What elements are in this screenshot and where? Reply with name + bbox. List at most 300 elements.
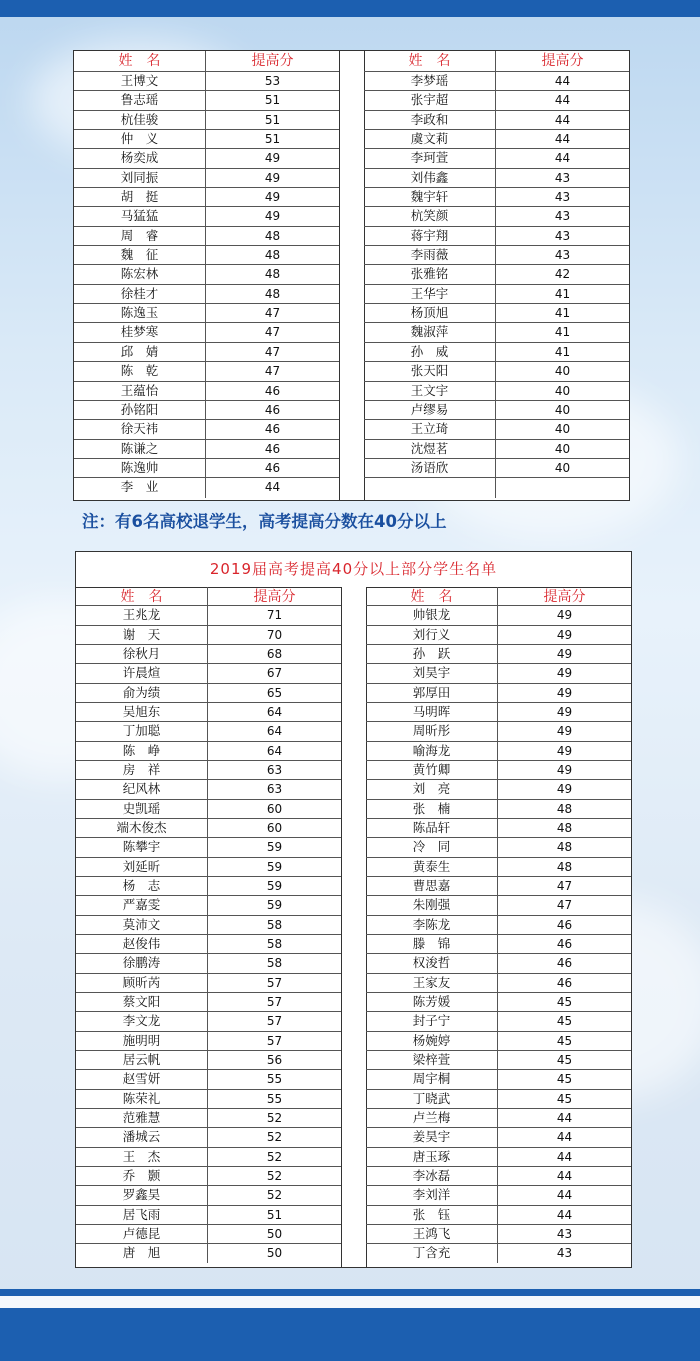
- student-name: 赵雪妍: [76, 1070, 208, 1088]
- student-name: 顾昕芮: [76, 974, 208, 992]
- score-value: 55: [266, 1091, 283, 1106]
- student-name: 陈芳媛: [366, 993, 498, 1011]
- student-name: 徐秋月: [76, 645, 208, 663]
- score-table-2019: [75, 551, 632, 1268]
- score-value: 63: [266, 762, 283, 777]
- score-value: 58: [266, 917, 283, 932]
- student-name: 吴旭东: [76, 703, 208, 721]
- score-value: 41: [554, 286, 571, 301]
- table-row: [364, 91, 629, 110]
- score-value: 67: [266, 666, 283, 681]
- student-name: 丁晓武: [366, 1090, 498, 1108]
- table-row: [74, 285, 339, 304]
- table-row: [364, 304, 629, 323]
- student-name: 李梦瑶: [364, 72, 496, 90]
- score-value: 41: [554, 344, 571, 359]
- table-row: [366, 1225, 631, 1244]
- table-row: [76, 896, 341, 915]
- student-name: 刘行义: [366, 626, 498, 644]
- student-name: 房 祥: [76, 761, 208, 779]
- table-row: [364, 111, 629, 130]
- score-value: 52: [266, 1168, 283, 1183]
- table-row: [366, 742, 631, 761]
- table-row: [366, 1128, 631, 1147]
- score-value: 50: [266, 1226, 283, 1241]
- table-row: [74, 440, 339, 459]
- table-row: [76, 626, 341, 645]
- student-name: 赵俊伟: [76, 935, 208, 953]
- student-name: 徐桂才: [74, 285, 206, 303]
- student-name: 蔡文阳: [76, 993, 208, 1011]
- score-value: 48: [556, 801, 573, 816]
- table-row: [366, 684, 631, 703]
- bottom-stripe: [0, 1289, 700, 1296]
- student-name: 陈逸玉: [74, 304, 206, 322]
- score-value: 45: [556, 1052, 573, 1067]
- score-value: 44: [556, 1168, 573, 1183]
- student-name: 杭笑颜: [364, 207, 496, 225]
- table-row: [76, 645, 341, 664]
- table-row: [76, 1244, 341, 1263]
- score-header: 提高分: [253, 589, 296, 605]
- student-name: 王博文: [74, 72, 206, 90]
- score-value: 45: [556, 994, 573, 1009]
- table-row: [76, 1090, 341, 1109]
- bottom-divider: [0, 1296, 700, 1308]
- table-row: [366, 858, 631, 877]
- score-value: 46: [264, 422, 281, 437]
- table-row: [76, 1070, 341, 1089]
- student-name: 严嘉雯: [76, 896, 208, 914]
- student-name: 潘城云: [76, 1128, 208, 1146]
- student-name: 帅银龙: [366, 606, 498, 624]
- table-row: [366, 819, 631, 838]
- score-value: 48: [264, 286, 281, 301]
- student-name: 王兆龙: [76, 606, 208, 624]
- score-value: 49: [556, 762, 573, 777]
- table-row: [366, 916, 631, 935]
- student-name: 王 杰: [76, 1148, 208, 1166]
- student-name: [364, 478, 496, 497]
- table-row: [74, 323, 339, 342]
- table-row: [364, 207, 629, 226]
- table-row: [76, 684, 341, 703]
- student-name: 纪风林: [76, 780, 208, 798]
- score-value: 43: [556, 1226, 573, 1241]
- student-name: 唐 旭: [76, 1244, 208, 1263]
- table-row: [76, 838, 341, 857]
- student-name: 陈宏林: [74, 265, 206, 283]
- score-value: 46: [556, 975, 573, 990]
- score-value: 52: [266, 1149, 283, 1164]
- student-name: 李政和: [364, 111, 496, 129]
- score-value: 43: [554, 209, 571, 224]
- score-value: 48: [264, 248, 281, 263]
- table-row: [74, 246, 339, 265]
- withdrawal-note: 注：有6名高校退学生，高考提高分数在40分以上: [82, 512, 447, 531]
- score-value: 49: [264, 170, 281, 185]
- student-name: 莫沛文: [76, 916, 208, 934]
- table-row: [364, 478, 629, 497]
- score-value: 63: [266, 782, 283, 797]
- table-row: [366, 1244, 631, 1263]
- student-name: 周 睿: [74, 227, 206, 245]
- score-header: 提高分: [541, 53, 584, 69]
- student-name: 卢缪易: [364, 401, 496, 419]
- table-row: [364, 246, 629, 265]
- student-name: 李刘洋: [366, 1186, 498, 1204]
- score-value: 46: [264, 402, 281, 417]
- score-value: 40: [554, 460, 571, 475]
- score-header: 提高分: [251, 53, 294, 69]
- table-row: [366, 1032, 631, 1051]
- score-header: 提高分: [543, 589, 586, 605]
- score-value: 46: [264, 441, 281, 456]
- table-column-gap: [339, 51, 365, 500]
- score-value: 64: [266, 724, 283, 739]
- student-name: 杨顶旭: [364, 304, 496, 322]
- table-row: [76, 993, 341, 1012]
- score-value: 44: [556, 1130, 573, 1145]
- table-row: [366, 722, 631, 741]
- student-name: 卢兰梅: [366, 1109, 498, 1127]
- table-row: [366, 935, 631, 954]
- table-row: [74, 72, 339, 91]
- table-row: [74, 478, 339, 497]
- score-value: 43: [554, 170, 571, 185]
- table-row: [364, 382, 629, 401]
- student-name: 仲 义: [74, 130, 206, 148]
- table-row: [364, 130, 629, 149]
- score-value: 44: [554, 151, 571, 166]
- score-value: 46: [556, 956, 573, 971]
- table-title: 2019届高考提高40分以上部分学生名单: [76, 552, 631, 588]
- table-row: [364, 440, 629, 459]
- student-name: 姜昊宇: [366, 1128, 498, 1146]
- score-value: 44: [554, 93, 571, 108]
- student-name: 胡 挺: [74, 188, 206, 206]
- table-row: [366, 664, 631, 683]
- table-row: [76, 1109, 341, 1128]
- table-row: [74, 265, 339, 284]
- score-value: 48: [556, 840, 573, 855]
- score-value: 44: [554, 112, 571, 127]
- score-value: 44: [556, 1207, 573, 1222]
- student-name: 李雨薇: [364, 246, 496, 264]
- name-header: 姓 名: [76, 587, 208, 605]
- table-row: [76, 1128, 341, 1147]
- score-value: 40: [554, 422, 571, 437]
- student-name: 徐鹏涛: [76, 954, 208, 972]
- table-row: [76, 858, 341, 877]
- student-name: 张雅铭: [364, 265, 496, 283]
- student-name: 王华宇: [364, 285, 496, 303]
- table-left-half: [74, 51, 339, 500]
- student-name: 周昕彤: [366, 722, 498, 740]
- student-name: 陈 峥: [76, 742, 208, 760]
- table-row: [366, 838, 631, 857]
- student-name: 张天阳: [364, 362, 496, 380]
- student-name: 刘同振: [74, 169, 206, 187]
- table-row: [364, 459, 629, 478]
- student-name: 黄泰生: [366, 858, 498, 876]
- student-name: 张 钰: [366, 1206, 498, 1224]
- student-name: 滕 锦: [366, 935, 498, 953]
- score-value: 60: [266, 820, 283, 835]
- score-value: 48: [556, 859, 573, 874]
- score-value: 44: [554, 132, 571, 147]
- student-name: 魏 征: [74, 246, 206, 264]
- score-value: 40: [554, 364, 571, 379]
- score-value: 46: [556, 917, 573, 932]
- table-row: [366, 645, 631, 664]
- score-value: 49: [556, 743, 573, 758]
- student-name: 李珂萱: [364, 149, 496, 167]
- score-value: 52: [266, 1130, 283, 1145]
- table-row: [366, 800, 631, 819]
- table-row: [74, 401, 339, 420]
- student-name: 乔 颢: [76, 1167, 208, 1185]
- table-row: [74, 420, 339, 439]
- student-name: 张宇超: [364, 91, 496, 109]
- student-name: 封子宁: [366, 1012, 498, 1030]
- student-name: 沈煜茗: [364, 440, 496, 458]
- table-row: [364, 72, 629, 91]
- table-row: [364, 420, 629, 439]
- score-value: 71: [266, 608, 283, 623]
- score-value: 45: [556, 1033, 573, 1048]
- score-value: 47: [264, 344, 281, 359]
- student-name: 魏宇轩: [364, 188, 496, 206]
- student-name: 陈品轩: [366, 819, 498, 837]
- score-value: 45: [556, 1072, 573, 1087]
- student-name: 李冰磊: [366, 1167, 498, 1185]
- table-row: [366, 1206, 631, 1225]
- score-value: 52: [266, 1110, 283, 1125]
- student-name: 郭厚田: [366, 684, 498, 702]
- table-row: [366, 1109, 631, 1128]
- score-value: 46: [264, 383, 281, 398]
- score-value: 46: [556, 936, 573, 951]
- score-value: 57: [266, 1033, 283, 1048]
- score-value: 58: [266, 936, 283, 951]
- table-row: [366, 1090, 631, 1109]
- score-value: 48: [556, 820, 573, 835]
- student-name: 张 楠: [366, 800, 498, 818]
- student-name: 权浚哲: [366, 954, 498, 972]
- score-value: 64: [266, 704, 283, 719]
- student-name: 王蕴怡: [74, 382, 206, 400]
- student-name: 汤语欣: [364, 459, 496, 477]
- score-value: 46: [264, 460, 281, 475]
- score-value: 58: [266, 956, 283, 971]
- student-name: 唐玉琢: [366, 1148, 498, 1166]
- table-row: [74, 207, 339, 226]
- table-row: [76, 1167, 341, 1186]
- student-name: 马猛猛: [74, 207, 206, 225]
- score-value: 49: [556, 724, 573, 739]
- table-row: [76, 606, 341, 625]
- table-row: [76, 1012, 341, 1031]
- student-name: 史凯瑶: [76, 800, 208, 818]
- score-value: 47: [556, 898, 573, 913]
- table-row: [366, 1167, 631, 1186]
- student-name: 孙 威: [364, 343, 496, 361]
- student-name: 端木俊杰: [76, 819, 208, 837]
- score-value: 47: [556, 878, 573, 893]
- score-value: 64: [266, 743, 283, 758]
- table-row: [366, 954, 631, 973]
- table-row: [364, 362, 629, 381]
- score-value: 49: [556, 608, 573, 623]
- header-row: [74, 51, 339, 72]
- student-name: 梁梓萱: [366, 1051, 498, 1069]
- student-name: 黄竹卿: [366, 761, 498, 779]
- student-name: 杭佳骏: [74, 111, 206, 129]
- table-row: [76, 954, 341, 973]
- student-name: 居飞雨: [76, 1206, 208, 1224]
- score-value: 44: [554, 74, 571, 88]
- table-row: [364, 401, 629, 420]
- score-value: 44: [556, 1149, 573, 1164]
- table-row: [74, 111, 339, 130]
- score-value: 41: [554, 306, 571, 321]
- table-row: [364, 149, 629, 168]
- table-row: [74, 459, 339, 478]
- score-value: 56: [266, 1052, 283, 1067]
- score-value: 43: [554, 248, 571, 263]
- table-row: [76, 761, 341, 780]
- student-name: 李 业: [74, 478, 206, 497]
- header-row: [76, 587, 341, 606]
- score-value: 59: [266, 878, 283, 893]
- student-name: 丁含充: [366, 1244, 498, 1263]
- table-row: [74, 149, 339, 168]
- student-name: 杨奕成: [74, 149, 206, 167]
- score-value: 45: [556, 1091, 573, 1106]
- score-value: 40: [554, 441, 571, 456]
- student-name: 鲁志瑶: [74, 91, 206, 109]
- table-row: [366, 1012, 631, 1031]
- student-name: 王文宇: [364, 382, 496, 400]
- name-header: 姓 名: [74, 51, 206, 71]
- student-name: 刘昊宇: [366, 664, 498, 682]
- bottom-banner-bar: [0, 1308, 700, 1361]
- score-value: 40: [554, 383, 571, 398]
- student-name: 刘延昕: [76, 858, 208, 876]
- score-value: 53: [264, 74, 281, 88]
- student-name: 罗鑫昊: [76, 1186, 208, 1204]
- table-row: [76, 935, 341, 954]
- score-value: 60: [266, 801, 283, 816]
- table-row: [74, 382, 339, 401]
- score-value: 65: [266, 685, 283, 700]
- student-name: 施明明: [76, 1032, 208, 1050]
- score-value: 49: [556, 782, 573, 797]
- table-row: [76, 1032, 341, 1051]
- header-row: [364, 51, 629, 72]
- score-value: 59: [266, 859, 283, 874]
- student-name: 许晨煊: [76, 664, 208, 682]
- table-column-gap: [341, 587, 367, 1267]
- score-value: 45: [556, 1014, 573, 1029]
- student-name: 刘伟鑫: [364, 169, 496, 187]
- score-value: 43: [554, 190, 571, 205]
- table-row: [366, 1148, 631, 1167]
- score-value: 49: [556, 685, 573, 700]
- score-value: 59: [266, 898, 283, 913]
- score-value: 47: [264, 325, 281, 340]
- table-row: [76, 1148, 341, 1167]
- student-name: 王家友: [366, 974, 498, 992]
- table-row: [76, 819, 341, 838]
- table-row: [76, 742, 341, 761]
- table-row: [76, 974, 341, 993]
- table-row: [74, 343, 339, 362]
- score-value: 43: [556, 1246, 573, 1261]
- student-name: 陈荣礼: [76, 1090, 208, 1108]
- table-row: [366, 703, 631, 722]
- score-value: 49: [556, 646, 573, 661]
- table-left-half: [76, 587, 341, 1267]
- score-value: 57: [266, 994, 283, 1009]
- student-name: 王鸿飞: [366, 1225, 498, 1243]
- score-value: 49: [264, 151, 281, 166]
- table-row: [76, 1186, 341, 1205]
- table-row: [76, 664, 341, 683]
- table-row: [364, 188, 629, 207]
- score-value: 51: [264, 132, 281, 147]
- student-name: 陈攀宇: [76, 838, 208, 856]
- student-name: 徐天祎: [74, 420, 206, 438]
- table-row: [366, 877, 631, 896]
- table-row: [74, 130, 339, 149]
- student-name: 陈 乾: [74, 362, 206, 380]
- score-value: 40: [554, 402, 571, 417]
- table-row: [364, 285, 629, 304]
- score-value: 70: [266, 627, 283, 642]
- student-name: 居云帆: [76, 1051, 208, 1069]
- table-row: [76, 1206, 341, 1225]
- score-value: 59: [266, 840, 283, 855]
- student-name: 马明晖: [366, 703, 498, 721]
- score-value: 51: [264, 93, 281, 108]
- student-name: 邱 婧: [74, 343, 206, 361]
- student-name: 孙铭阳: [74, 401, 206, 419]
- student-name: 蒋宇翔: [364, 227, 496, 245]
- top-banner-bar: [0, 0, 700, 17]
- table-row: [364, 227, 629, 246]
- table-row: [76, 877, 341, 896]
- name-header: 姓 名: [364, 51, 496, 71]
- table-row: [366, 606, 631, 625]
- table-row: [366, 1070, 631, 1089]
- table-row: [76, 1051, 341, 1070]
- table-row: [364, 343, 629, 362]
- score-value: 47: [264, 364, 281, 379]
- score-value: 47: [264, 306, 281, 321]
- table-row: [74, 304, 339, 323]
- student-name: 陈逸帅: [74, 459, 206, 477]
- table-row: [366, 896, 631, 915]
- student-name: 李陈龙: [366, 916, 498, 934]
- student-name: 陈谦之: [74, 440, 206, 458]
- score-value: 50: [266, 1246, 283, 1261]
- student-name: 俞为绩: [76, 684, 208, 702]
- score-value: 57: [266, 1014, 283, 1029]
- table-row: [76, 780, 341, 799]
- student-name: 魏淑萍: [364, 323, 496, 341]
